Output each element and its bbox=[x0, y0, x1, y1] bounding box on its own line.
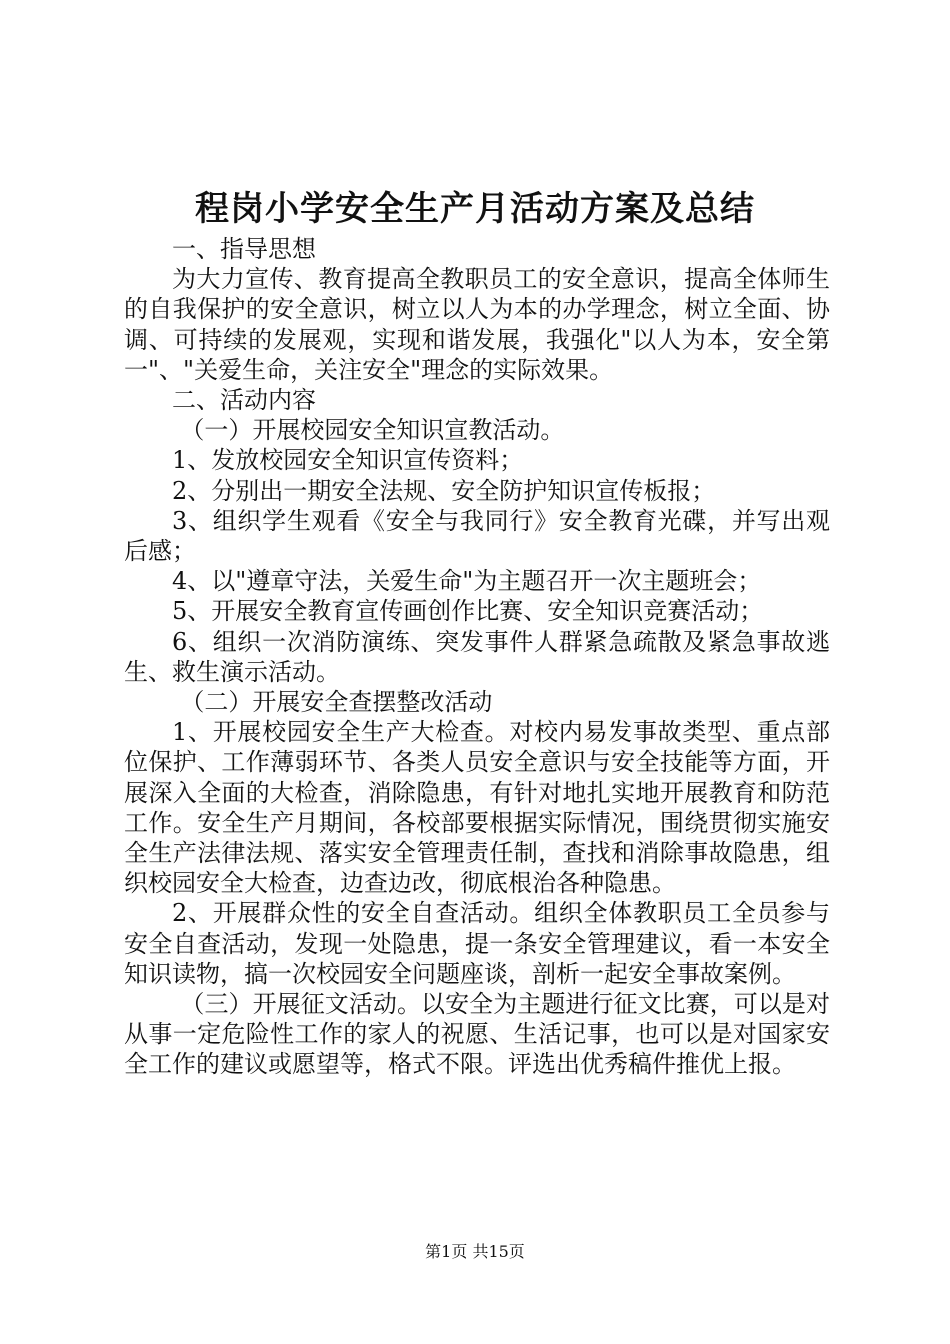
list-item: 1、发放校园安全知识宣传资料； bbox=[172, 446, 524, 475]
list-item: 1、开展校园安全生产大检查。对校内易发事故类型、重点部位保护、工作薄弱环节、各类人员安全意识与安全技能等方面，开展深入全面的大检查，消除隐患，有针对地扎实地开展教育和防范工作。安全生产月期间，各校部要根据实际情况，围绕贯彻实施安全生产法律法规、落实安全管理责任制，查找和消除事故隐患，组织校园安全大检查，边查边改，彻底根治各种隐患。 bbox=[124, 718, 830, 898]
list-item: 4、以"遵章守法，关爱生命"为主题召开一次主题班会； bbox=[172, 567, 762, 596]
subsection-heading-1: （一）开展校园安全知识宣教活动。 bbox=[180, 416, 565, 445]
subsection-heading-2: （二）开展安全查摆整改活动 bbox=[180, 688, 493, 717]
list-item: 6、组织一次消防演练、突发事件人群紧急疏散及紧急事故逃生、救生演示活动。 bbox=[124, 627, 830, 686]
page-footer: 第1页 共15页 bbox=[425, 1242, 525, 1261]
paragraph-guiding-ideology: 为大力宣传、教育提高全教职员工的安全意识，提高全体师生的自我保护的安全意识，树立以人为本的办学理念，树立全面、协调、可持续的发展观，实现和谐发展，我强化"以人为本，安全第一"、"关爱生命，关注安全"理念的实际效果。 bbox=[124, 265, 830, 384]
list-item: 2、开展群众性的安全自查活动。组织全体教职员工全员参与安全自查活动，发现一处隐患，提一条安全管理建议，看一本安全知识读物，搞一次校园安全问题座谈，剖析一起安全事故案例。 bbox=[124, 899, 830, 988]
document-body bbox=[124, 234, 830, 1080]
section-heading-activity-content: 二、活动内容 bbox=[172, 386, 316, 415]
subsection-paragraph-3: （三）开展征文活动。以安全为主题进行征文比赛，可以是对从事一定危险性工作的家人的祝愿、生活记事，也可以是对国家安全工作的建议或愿望等，格式不限。评选出优秀稿件推优上报。 bbox=[124, 990, 830, 1079]
section-heading-guiding-ideology: 一、指导思想 bbox=[172, 235, 316, 263]
document-title: 程岗小学安全生产月活动方案及总结 bbox=[195, 189, 755, 229]
list-item: 2、分别出一期安全法规、安全防护知识宣传板报； bbox=[172, 476, 716, 505]
list-item: 3、组织学生观看《安全与我同行》安全教育光碟，并写出观后感； bbox=[124, 506, 830, 566]
list-item: 5、开展安全教育宣传画创作比赛、安全知识竞赛活动； bbox=[172, 597, 764, 626]
